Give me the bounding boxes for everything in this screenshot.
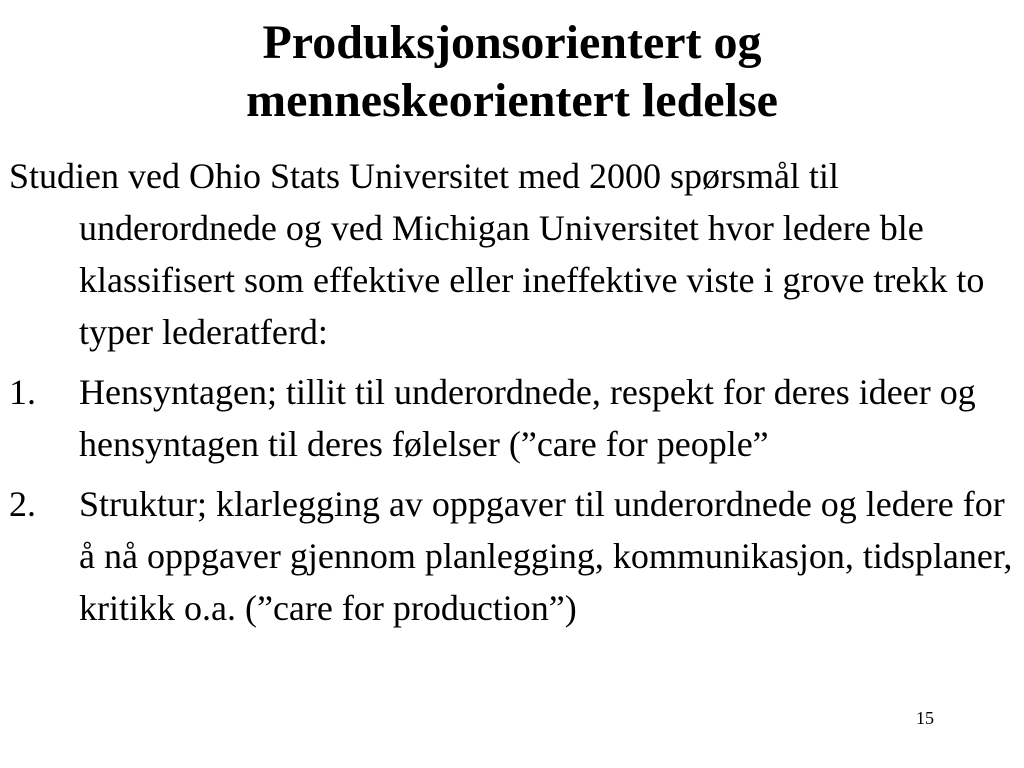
intro-paragraph: Studien ved Ohio Stats Universitet med 2000 spørsmål til underordnede og ved Michigan Universitet hvor ledere ble klassifisert som effektive eller ineffektive viste i grove trekk to typer lederatferd:: [9, 156, 985, 352]
slide-body: [0, 150, 1024, 642]
slide-title-line-1: Produksjonsorientert og: [262, 16, 762, 69]
list-item-2-text: Struktur; klarlegging av oppgaver til underordnede og ledere for å nå oppgaver gjennom planlegging, kommunikasjon, tidsplaner, kritikk o.a. (”care for production”): [79, 484, 1013, 628]
list-item-1: [0, 366, 1024, 470]
slide-number: 15: [916, 708, 934, 728]
list-item-2-number: 2.: [9, 484, 36, 524]
slide-title: [0, 14, 1024, 130]
list-item-1-text: Hensyntagen; tillit til underordnede, respekt for deres ideer og hensyntagen til deres følelser (”care for people”: [79, 372, 976, 464]
slide-title-line-2: menneskeorientert ledelse: [246, 74, 778, 127]
list-item-2: [0, 478, 1024, 634]
list-item-1-number: 1.: [9, 372, 36, 412]
